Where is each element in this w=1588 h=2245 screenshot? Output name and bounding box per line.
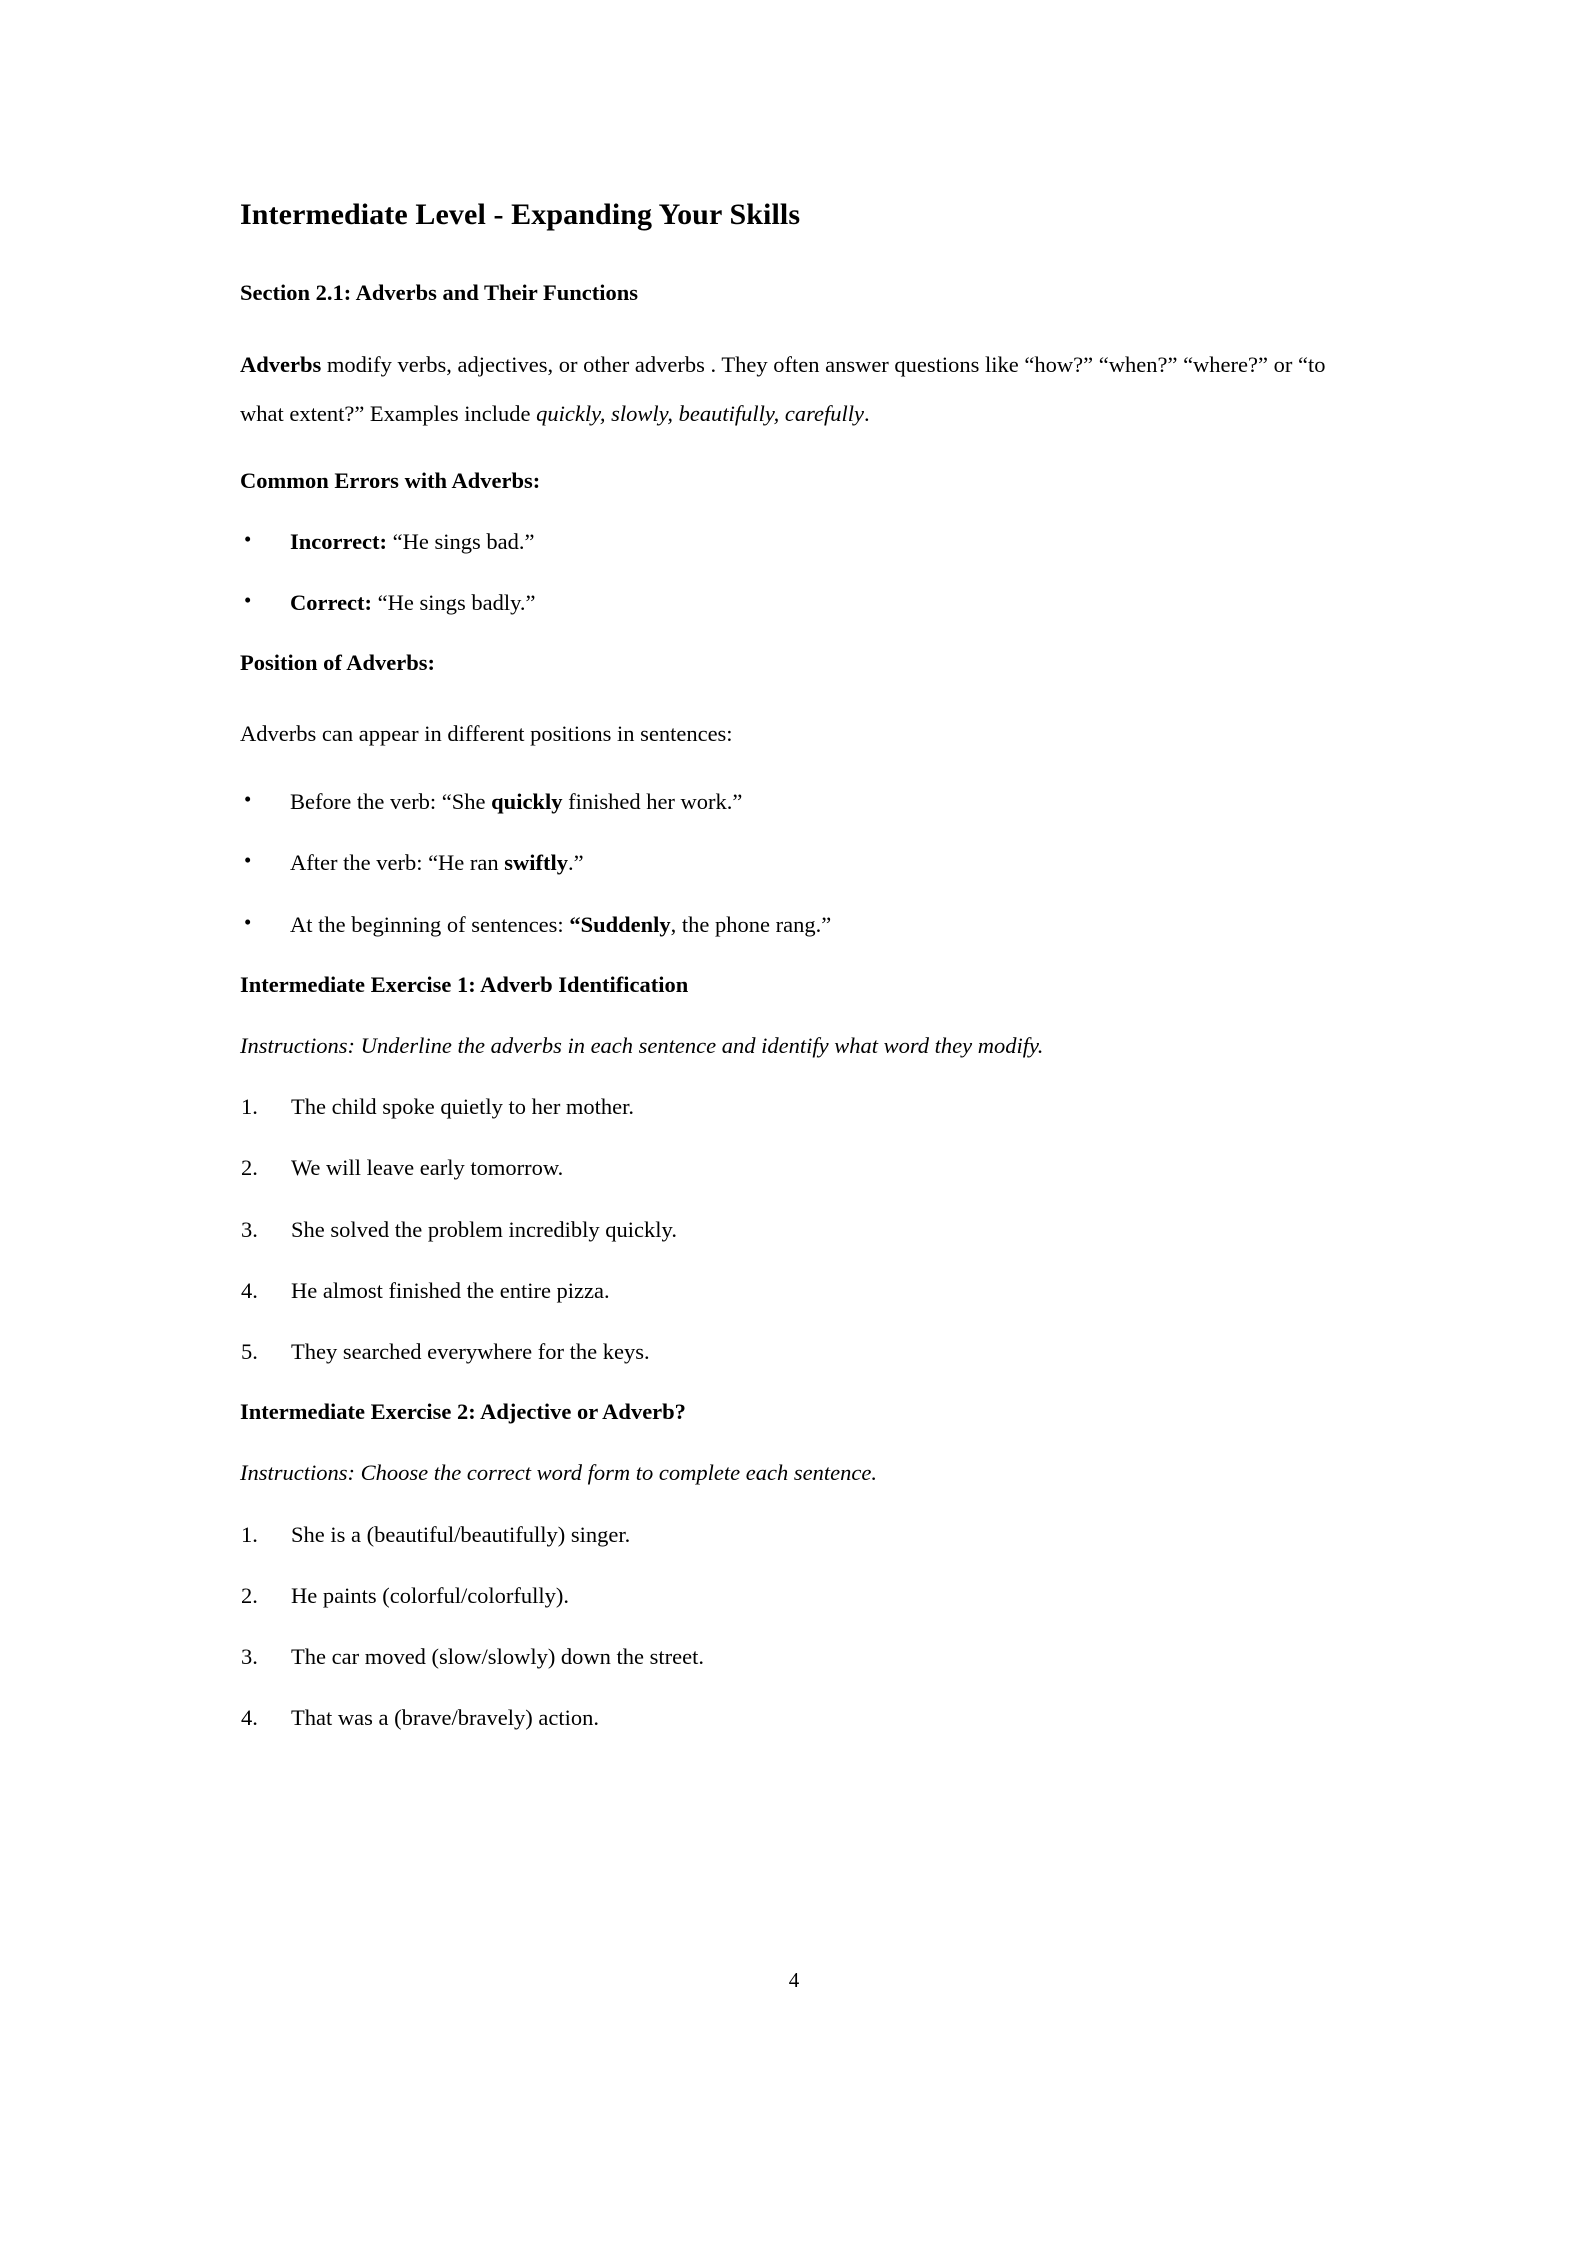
page-title: Intermediate Level - Expanding Your Skills	[240, 198, 801, 231]
position-post: , the phone rang.”	[670, 911, 832, 937]
list-item	[240, 588, 1350, 617]
exercise-2-list	[240, 1520, 1350, 1733]
document-content	[240, 198, 1350, 1765]
position-post: finished her work.”	[562, 789, 743, 814]
adverbs-intro-text-2: .	[864, 400, 870, 426]
position-bold: “Suddenly	[569, 911, 671, 937]
section-heading-2-1: Section 2.1: Adverbs and Their Functions	[240, 279, 638, 305]
list-item	[240, 787, 1350, 816]
position-bold: quickly	[491, 789, 563, 814]
error-text: “He sings bad.”	[387, 528, 535, 554]
list-item: He paints (colorful/colorfully).	[291, 1582, 570, 1608]
position-list	[240, 787, 1350, 939]
list-item: We will leave early tomorrow.	[291, 1155, 564, 1181]
list-item	[240, 527, 1350, 556]
error-label: Incorrect:	[290, 528, 388, 554]
position-pre: At the beginning of sentences:	[290, 911, 570, 937]
list-item: She is a (beautiful/beautifully) singer.	[291, 1521, 631, 1547]
adverbs-intro-paragraph	[240, 340, 1350, 438]
list-item: He almost finished the entire pizza.	[291, 1277, 610, 1303]
adverbs-intro-text-1: modify verbs, adjectives, or other adverbs . They often answer questions like “how?” “when?” “where?” or “to what extent?” Examples include	[240, 351, 1326, 426]
position-of-adverbs-heading: Position of Adverbs:	[240, 650, 436, 675]
list-item: That was a (brave/bravely) action.	[291, 1705, 599, 1731]
error-label: Correct:	[290, 589, 373, 615]
exercise-2-heading: Intermediate Exercise 2: Adjective or Adverb?	[240, 1399, 686, 1425]
position-pre: Before the verb: “She	[290, 789, 492, 814]
common-errors-list	[240, 527, 1350, 618]
list-item: She solved the problem incredibly quickly.	[291, 1216, 677, 1242]
adverbs-lead-bold: Adverbs	[240, 351, 322, 377]
list-item: The car moved (slow/slowly) down the street.	[291, 1644, 705, 1669]
list-item	[240, 910, 1350, 939]
position-lead-paragraph: Adverbs can appear in different positions in sentences:	[240, 721, 733, 746]
exercise-1-instructions: Instructions: Underline the adverbs in each sentence and identify what word they modify.	[240, 1032, 1044, 1058]
page-number: 4	[788, 1968, 800, 1992]
position-post: .”	[568, 850, 584, 876]
position-pre: After the verb: “He ran	[290, 850, 505, 876]
list-item	[240, 848, 1350, 877]
common-errors-heading: Common Errors with Adverbs:	[240, 467, 541, 493]
list-item: They searched everywhere for the keys.	[291, 1339, 650, 1364]
exercise-1-list	[240, 1092, 1350, 1366]
adverbs-examples-italic: quickly, slowly, beautifully, carefully	[536, 400, 864, 426]
error-text: “He sings badly.”	[372, 589, 536, 615]
list-item: The child spoke quietly to her mother.	[291, 1094, 635, 1119]
exercise-1-heading: Intermediate Exercise 1: Adverb Identification	[240, 971, 689, 997]
exercise-2-instructions: Instructions: Choose the correct word form to complete each sentence.	[240, 1460, 877, 1486]
position-bold: swiftly	[504, 850, 569, 876]
